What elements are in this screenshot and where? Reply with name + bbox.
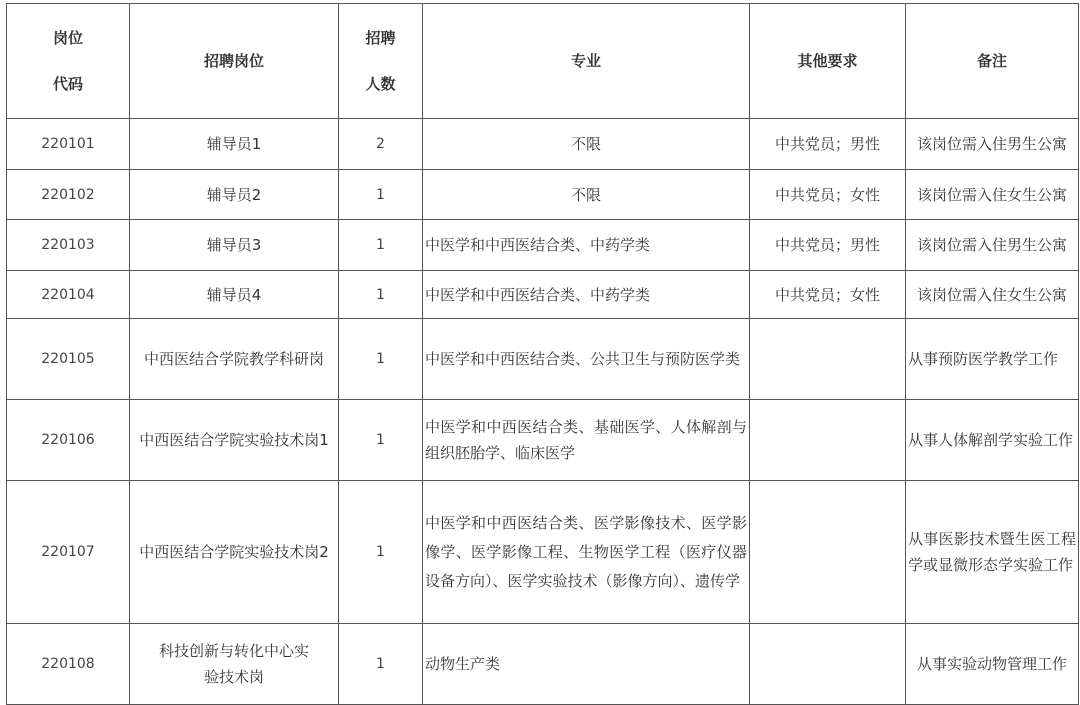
cell-code: 220107 [7, 481, 130, 624]
cell-other [750, 624, 906, 705]
header-other-requirements: 其他要求 [750, 4, 906, 119]
header-count-line1: 招聘 [365, 29, 396, 47]
cell-count: 2 [339, 119, 423, 170]
cell-remark: 该岗位需入住女生公寓 [906, 271, 1079, 319]
cell-count: 1 [339, 220, 423, 271]
cell-position: 中西医结合学院实验技术岗1 [130, 400, 339, 481]
cell-other: 中共党员；男性 [750, 220, 906, 271]
header-position: 招聘岗位 [130, 4, 339, 119]
cell-major: 动物生产类 [423, 624, 750, 705]
header-position-code [7, 4, 130, 119]
cell-count: 1 [339, 624, 423, 705]
cell-remark: 该岗位需入住男生公寓 [906, 119, 1079, 170]
table-row [7, 220, 1079, 271]
cell-position: 科技创新与转化中心实验技术岗 [130, 624, 339, 705]
cell-other: 中共党员；男性 [750, 119, 906, 170]
cell-position: 辅导员4 [130, 271, 339, 319]
header-count [339, 4, 423, 119]
table-header-row [7, 4, 1079, 119]
cell-count: 1 [339, 170, 423, 220]
header-code-line2: 代码 [52, 75, 83, 93]
cell-major: 不限 [423, 170, 750, 220]
cell-major: 中医学和中西医结合类、中药学类 [423, 220, 750, 271]
cell-major: 中医学和中西医结合类、公共卫生与预防医学类 [423, 319, 750, 400]
cell-position: 辅导员3 [130, 220, 339, 271]
cell-position: 辅导员2 [130, 170, 339, 220]
cell-code: 220108 [7, 624, 130, 705]
cell-major: 中医学和中西医结合类、基础医学、人体解剖与组织胚胎学、临床医学 [423, 400, 750, 481]
cell-position: 辅导员1 [130, 119, 339, 170]
cell-remark: 从事医影技术暨生医工程学或显微形态学实验工作 [906, 481, 1079, 624]
cell-code: 220104 [7, 271, 130, 319]
cell-remark: 该岗位需入住女生公寓 [906, 170, 1079, 220]
cell-major: 中医学和中西医结合类、中药学类 [423, 271, 750, 319]
table-row [7, 481, 1079, 624]
cell-major: 中医学和中西医结合类、医学影像技术、医学影像学、医学影像工程、生物医学工程（医疗仪器设备方向）、医学实验技术（影像方向）、遗传学 [423, 481, 750, 624]
cell-other [750, 319, 906, 400]
table-row [7, 119, 1079, 170]
cell-major: 不限 [423, 119, 750, 170]
header-code-line1: 岗位 [52, 29, 83, 47]
cell-count: 1 [339, 481, 423, 624]
cell-count: 1 [339, 271, 423, 319]
cell-other [750, 481, 906, 624]
header-remark: 备注 [906, 4, 1079, 119]
table-row [7, 319, 1079, 400]
header-major: 专业 [423, 4, 750, 119]
cell-code: 220102 [7, 170, 130, 220]
table-row [7, 271, 1079, 319]
cell-remark: 从事预防医学教学工作 [906, 319, 1079, 400]
header-count-line2: 人数 [365, 75, 396, 93]
cell-code: 220103 [7, 220, 130, 271]
cell-remark: 从事实验动物管理工作 [906, 624, 1079, 705]
cell-position: 中西医结合学院教学科研岗 [130, 319, 339, 400]
cell-code: 220105 [7, 319, 130, 400]
cell-code: 220106 [7, 400, 130, 481]
cell-count: 1 [339, 400, 423, 481]
cell-other: 中共党员；女性 [750, 170, 906, 220]
table-row [7, 624, 1079, 705]
cell-other: 中共党员；女性 [750, 271, 906, 319]
cell-other [750, 400, 906, 481]
cell-code: 220101 [7, 119, 130, 170]
table-row [7, 170, 1079, 220]
table-row [7, 400, 1079, 481]
cell-remark: 该岗位需入住男生公寓 [906, 220, 1079, 271]
recruitment-table [6, 3, 1079, 705]
cell-remark: 从事人体解剖学实验工作 [906, 400, 1079, 481]
cell-position: 中西医结合学院实验技术岗2 [130, 481, 339, 624]
cell-count: 1 [339, 319, 423, 400]
